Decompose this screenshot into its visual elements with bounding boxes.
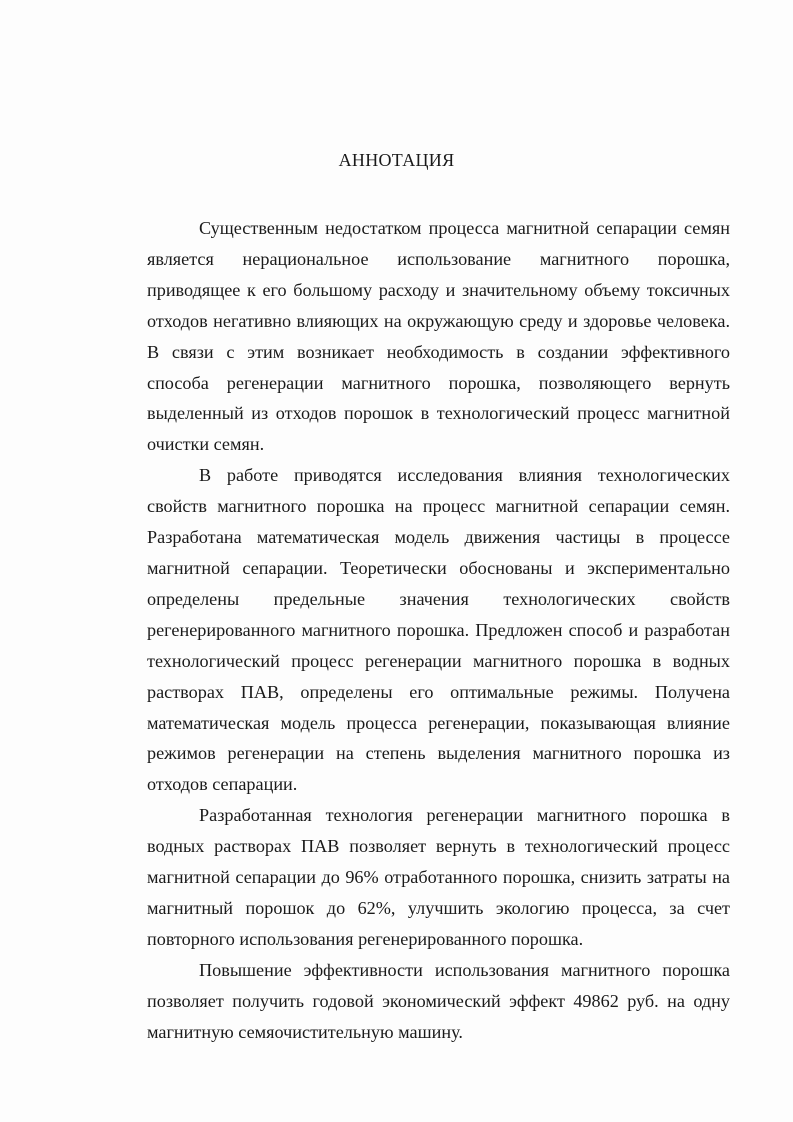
paragraph-3: Разработанная технология регенерации магнитного порошка в водных растворах ПАВ позволяет вернуть в технологический процесс магнитной сепарации до 96% отработанного порошка, снизить затраты на магнитный порошок до 62%, улучшить экологию процесса, за счет повторного использования регенерированного порошка. [147, 805, 730, 949]
page-title: АННОТАЦИЯ [338, 150, 455, 170]
paragraph-4: Повышение эффективности использования магнитного порошка позволяет получить годовой экономический эффект 49862 руб. на одну магнитную семяочистительную машину. [147, 959, 730, 1042]
abstract-body [147, 213, 730, 1047]
paragraph-1: Существенным недостатком процесса магнитной сепарации семян является нерациональное использование магнитного порошка, приводящее к его большому расходу и значительному объему токсичных отходов негативно влияющих на окружающую среду и здоровье человека. В связи с этим возникает необходимость в создании эффективного способа регенерации магнитного порошка, позволяющего вернуть выделенный из отходов порошок в технологический процесс магнитной очистки семян. [147, 218, 730, 455]
paragraph-2: В работе приводятся исследования влияния технологических свойств магнитного порошка на процесс магнитной сепарации семян. Разработана математическая модель движения частицы в процессе магнитной сепарации. Теоретически обоснованы и экспериментально определены предельные значения технологических свойств регенерированного магнитного порошка. Предложен способ и разработан технологический процесс регенерации магнитного порошка в водных растворах ПАВ, определены его оптимальные режимы. Получена математическая модель процесса регенерации, показывающая влияние режимов регенерации на степень выделения магнитного порошка из отходов сепарации. [147, 465, 730, 795]
